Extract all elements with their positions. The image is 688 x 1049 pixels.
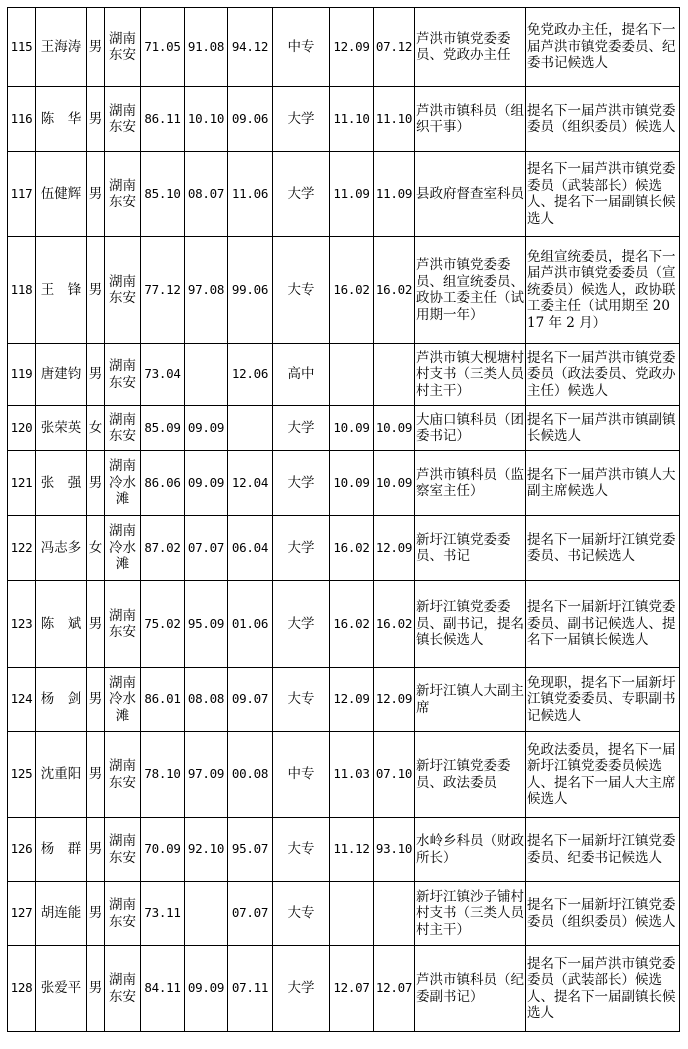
- row-number: 116: [8, 87, 36, 152]
- education-cell: 大学: [273, 87, 330, 152]
- row-number: 118: [8, 237, 36, 344]
- sex-cell: 女: [87, 516, 105, 581]
- row-number: 122: [8, 516, 36, 581]
- name-cell: 陈 华: [36, 87, 87, 152]
- row-number: 119: [8, 344, 36, 406]
- position-date-cell: 16.02: [330, 237, 374, 344]
- birth-date-cell: 84.11: [141, 946, 185, 1032]
- rank-date-cell: 16.02: [374, 237, 415, 344]
- name-cell: 胡连能: [36, 882, 87, 946]
- rank-date-cell: 93.10: [374, 818, 415, 882]
- party-date-cell: 06.04: [228, 516, 273, 581]
- table-row: [8, 344, 680, 406]
- origin-cell: 湖南东安: [105, 946, 141, 1032]
- sex-cell: 男: [87, 818, 105, 882]
- party-date-cell: [228, 406, 273, 451]
- table-row: [8, 668, 680, 732]
- row-number: 115: [8, 8, 36, 87]
- proposed-position-cell: 提名下一届芦洪市镇党委委员（政法委员、党政办主任）候选人: [526, 344, 680, 406]
- origin-cell: 湖南东安: [105, 87, 141, 152]
- row-number: 123: [8, 581, 36, 668]
- party-date-cell: 09.07: [228, 668, 273, 732]
- rank-date-cell: 11.09: [374, 152, 415, 237]
- current-position-cell: 芦洪市镇党委委员、党政办主任: [415, 8, 526, 87]
- work-date-cell: 91.08: [185, 8, 228, 87]
- table-row: [8, 237, 680, 344]
- proposed-position-cell: 提名下一届芦洪市镇副镇长候选人: [526, 406, 680, 451]
- origin-cell: 湖南东安: [105, 8, 141, 87]
- proposed-position-cell: 免现职，提名下一届新圩江镇党委委员、专职副书记候选人: [526, 668, 680, 732]
- work-date-cell: 08.07: [185, 152, 228, 237]
- table-row: [8, 8, 680, 87]
- work-date-cell: [185, 344, 228, 406]
- row-number: 121: [8, 451, 36, 516]
- proposed-position-cell: 提名下一届芦洪市镇党委委员（武装部长）候选人、提名下一届副镇长候选人: [526, 152, 680, 237]
- rank-date-cell: 10.09: [374, 406, 415, 451]
- education-cell: 中专: [273, 732, 330, 818]
- position-date-cell: 10.09: [330, 406, 374, 451]
- proposed-position-cell: 提名下一届新圩江镇党委委员、副书记候选人、提名下一届镇长候选人: [526, 581, 680, 668]
- proposed-position-cell: 提名下一届新圩江镇党委委员、书记候选人: [526, 516, 680, 581]
- work-date-cell: 09.09: [185, 946, 228, 1032]
- birth-date-cell: 86.01: [141, 668, 185, 732]
- current-position-cell: 新圩江镇党委委员、副书记，提名镇长候选人: [415, 581, 526, 668]
- position-date-cell: 11.10: [330, 87, 374, 152]
- position-date-cell: 11.09: [330, 152, 374, 237]
- birth-date-cell: 70.09: [141, 818, 185, 882]
- table-row: [8, 581, 680, 668]
- proposed-position-cell: 免党政办主任，提名下一届芦洪市镇党委委员、纪委书记候选人: [526, 8, 680, 87]
- name-cell: 杨 剑: [36, 668, 87, 732]
- education-cell: 中专: [273, 8, 330, 87]
- proposed-position-cell: 提名下一届新圩江镇党委委员、纪委书记候选人: [526, 818, 680, 882]
- cadre-table: [7, 7, 680, 1032]
- current-position-cell: 新圩江镇党委委员、书记: [415, 516, 526, 581]
- rank-date-cell: 12.09: [374, 516, 415, 581]
- work-date-cell: 92.10: [185, 818, 228, 882]
- rank-date-cell: 12.09: [374, 668, 415, 732]
- sex-cell: 男: [87, 344, 105, 406]
- sex-cell: 男: [87, 882, 105, 946]
- sex-cell: 男: [87, 87, 105, 152]
- name-cell: 唐建钧: [36, 344, 87, 406]
- proposed-position-cell: 提名下一届新圩江镇党委委员（组织委员）候选人: [526, 882, 680, 946]
- row-number: 124: [8, 668, 36, 732]
- education-cell: 高中: [273, 344, 330, 406]
- sex-cell: 女: [87, 406, 105, 451]
- table-row: [8, 818, 680, 882]
- position-date-cell: 12.09: [330, 668, 374, 732]
- proposed-position-cell: 免政法委员，提名下一届新圩江镇党委委员候选人、提名下一届人大主席候选人: [526, 732, 680, 818]
- table-row: [8, 152, 680, 237]
- sex-cell: 男: [87, 581, 105, 668]
- work-date-cell: 08.08: [185, 668, 228, 732]
- rank-date-cell: 16.02: [374, 581, 415, 668]
- work-date-cell: 09.09: [185, 406, 228, 451]
- proposed-position-cell: 免组宣统委员，提名下一届芦洪市镇党委委员（宣统委员）候选人，政协联工委主任（试用期至 2017 年 2 月）: [526, 237, 680, 344]
- work-date-cell: 95.09: [185, 581, 228, 668]
- education-cell: 大学: [273, 152, 330, 237]
- position-date-cell: 10.09: [330, 451, 374, 516]
- education-cell: 大专: [273, 818, 330, 882]
- rank-date-cell: [374, 344, 415, 406]
- origin-cell: 湖南东安: [105, 406, 141, 451]
- name-cell: 王海涛: [36, 8, 87, 87]
- name-cell: 张 强: [36, 451, 87, 516]
- table-row: [8, 406, 680, 451]
- position-date-cell: 16.02: [330, 516, 374, 581]
- rank-date-cell: [374, 882, 415, 946]
- current-position-cell: 新圩江镇人大副主席: [415, 668, 526, 732]
- birth-date-cell: 75.02: [141, 581, 185, 668]
- table-row: [8, 882, 680, 946]
- name-cell: 杨 群: [36, 818, 87, 882]
- row-number: 127: [8, 882, 36, 946]
- origin-cell: 湖南东安: [105, 237, 141, 344]
- education-cell: 大学: [273, 516, 330, 581]
- education-cell: 大学: [273, 451, 330, 516]
- party-date-cell: 07.07: [228, 882, 273, 946]
- sex-cell: 男: [87, 451, 105, 516]
- sex-cell: 男: [87, 8, 105, 87]
- row-number: 125: [8, 732, 36, 818]
- sex-cell: 男: [87, 668, 105, 732]
- party-date-cell: 07.11: [228, 946, 273, 1032]
- name-cell: 张荣英: [36, 406, 87, 451]
- birth-date-cell: 73.04: [141, 344, 185, 406]
- work-date-cell: 97.09: [185, 732, 228, 818]
- sex-cell: 男: [87, 732, 105, 818]
- education-cell: 大专: [273, 882, 330, 946]
- work-date-cell: [185, 882, 228, 946]
- current-position-cell: 新圩江镇沙子铺村村支书（三类人员村主干）: [415, 882, 526, 946]
- birth-date-cell: 71.05: [141, 8, 185, 87]
- rank-date-cell: 10.09: [374, 451, 415, 516]
- work-date-cell: 07.07: [185, 516, 228, 581]
- name-cell: 张爱平: [36, 946, 87, 1032]
- position-date-cell: [330, 882, 374, 946]
- row-number: 128: [8, 946, 36, 1032]
- table-row: [8, 946, 680, 1032]
- sex-cell: 男: [87, 237, 105, 344]
- current-position-cell: 新圩江镇党委委员、政法委员: [415, 732, 526, 818]
- birth-date-cell: 87.02: [141, 516, 185, 581]
- birth-date-cell: 73.11: [141, 882, 185, 946]
- current-position-cell: 县政府督查室科员: [415, 152, 526, 237]
- position-date-cell: 16.02: [330, 581, 374, 668]
- party-date-cell: 00.08: [228, 732, 273, 818]
- current-position-cell: 大庙口镇科员（团委书记）: [415, 406, 526, 451]
- party-date-cell: 95.07: [228, 818, 273, 882]
- birth-date-cell: 78.10: [141, 732, 185, 818]
- table-row: [8, 516, 680, 581]
- birth-date-cell: 85.09: [141, 406, 185, 451]
- origin-cell: 湖南东安: [105, 152, 141, 237]
- rank-date-cell: 11.10: [374, 87, 415, 152]
- rank-date-cell: 12.07: [374, 946, 415, 1032]
- origin-cell: 湖南东安: [105, 581, 141, 668]
- origin-cell: 湖南东安: [105, 344, 141, 406]
- position-date-cell: [330, 344, 374, 406]
- name-cell: 伍健辉: [36, 152, 87, 237]
- row-number: 120: [8, 406, 36, 451]
- education-cell: 大学: [273, 406, 330, 451]
- work-date-cell: 09.09: [185, 451, 228, 516]
- position-date-cell: 11.12: [330, 818, 374, 882]
- current-position-cell: 芦洪市镇科员（纪委副书记）: [415, 946, 526, 1032]
- work-date-cell: 10.10: [185, 87, 228, 152]
- rank-date-cell: 07.12: [374, 8, 415, 87]
- origin-cell: 湖南东安: [105, 818, 141, 882]
- party-date-cell: 11.06: [228, 152, 273, 237]
- current-position-cell: 芦洪市镇大枧塘村村支书（三类人员村主干）: [415, 344, 526, 406]
- origin-cell: 湖南冷水滩: [105, 516, 141, 581]
- row-number: 117: [8, 152, 36, 237]
- origin-cell: 湖南东安: [105, 882, 141, 946]
- birth-date-cell: 85.10: [141, 152, 185, 237]
- current-position-cell: 芦洪市镇科员（组织干事）: [415, 87, 526, 152]
- position-date-cell: 12.07: [330, 946, 374, 1032]
- name-cell: 沈重阳: [36, 732, 87, 818]
- table-row: [8, 87, 680, 152]
- proposed-position-cell: 提名下一届芦洪市镇党委委员（组织委员）候选人: [526, 87, 680, 152]
- position-date-cell: 12.09: [330, 8, 374, 87]
- table-row: [8, 732, 680, 818]
- table-row: [8, 451, 680, 516]
- proposed-position-cell: 提名下一届芦洪市镇人大副主席候选人: [526, 451, 680, 516]
- position-date-cell: 11.03: [330, 732, 374, 818]
- party-date-cell: 12.06: [228, 344, 273, 406]
- party-date-cell: 09.06: [228, 87, 273, 152]
- name-cell: 陈 斌: [36, 581, 87, 668]
- current-position-cell: 芦洪市镇科员（监察室主任）: [415, 451, 526, 516]
- education-cell: 大专: [273, 668, 330, 732]
- education-cell: 大学: [273, 946, 330, 1032]
- current-position-cell: 芦洪市镇党委委员、组宣统委员、政协工委主任（试用期一年）: [415, 237, 526, 344]
- origin-cell: 湖南东安: [105, 732, 141, 818]
- education-cell: 大专: [273, 237, 330, 344]
- sex-cell: 男: [87, 152, 105, 237]
- party-date-cell: 99.06: [228, 237, 273, 344]
- proposed-position-cell: 提名下一届芦洪市镇党委委员（武装部长）候选人、提名下一届副镇长候选人: [526, 946, 680, 1032]
- party-date-cell: 01.06: [228, 581, 273, 668]
- birth-date-cell: 77.12: [141, 237, 185, 344]
- name-cell: 冯志多: [36, 516, 87, 581]
- origin-cell: 湖南冷水滩: [105, 451, 141, 516]
- work-date-cell: 97.08: [185, 237, 228, 344]
- education-cell: 大学: [273, 581, 330, 668]
- party-date-cell: 12.04: [228, 451, 273, 516]
- row-number: 126: [8, 818, 36, 882]
- birth-date-cell: 86.06: [141, 451, 185, 516]
- birth-date-cell: 86.11: [141, 87, 185, 152]
- origin-cell: 湖南冷水滩: [105, 668, 141, 732]
- rank-date-cell: 07.10: [374, 732, 415, 818]
- name-cell: 王 锋: [36, 237, 87, 344]
- current-position-cell: 水岭乡科员（财政所长）: [415, 818, 526, 882]
- sex-cell: 男: [87, 946, 105, 1032]
- party-date-cell: 94.12: [228, 8, 273, 87]
